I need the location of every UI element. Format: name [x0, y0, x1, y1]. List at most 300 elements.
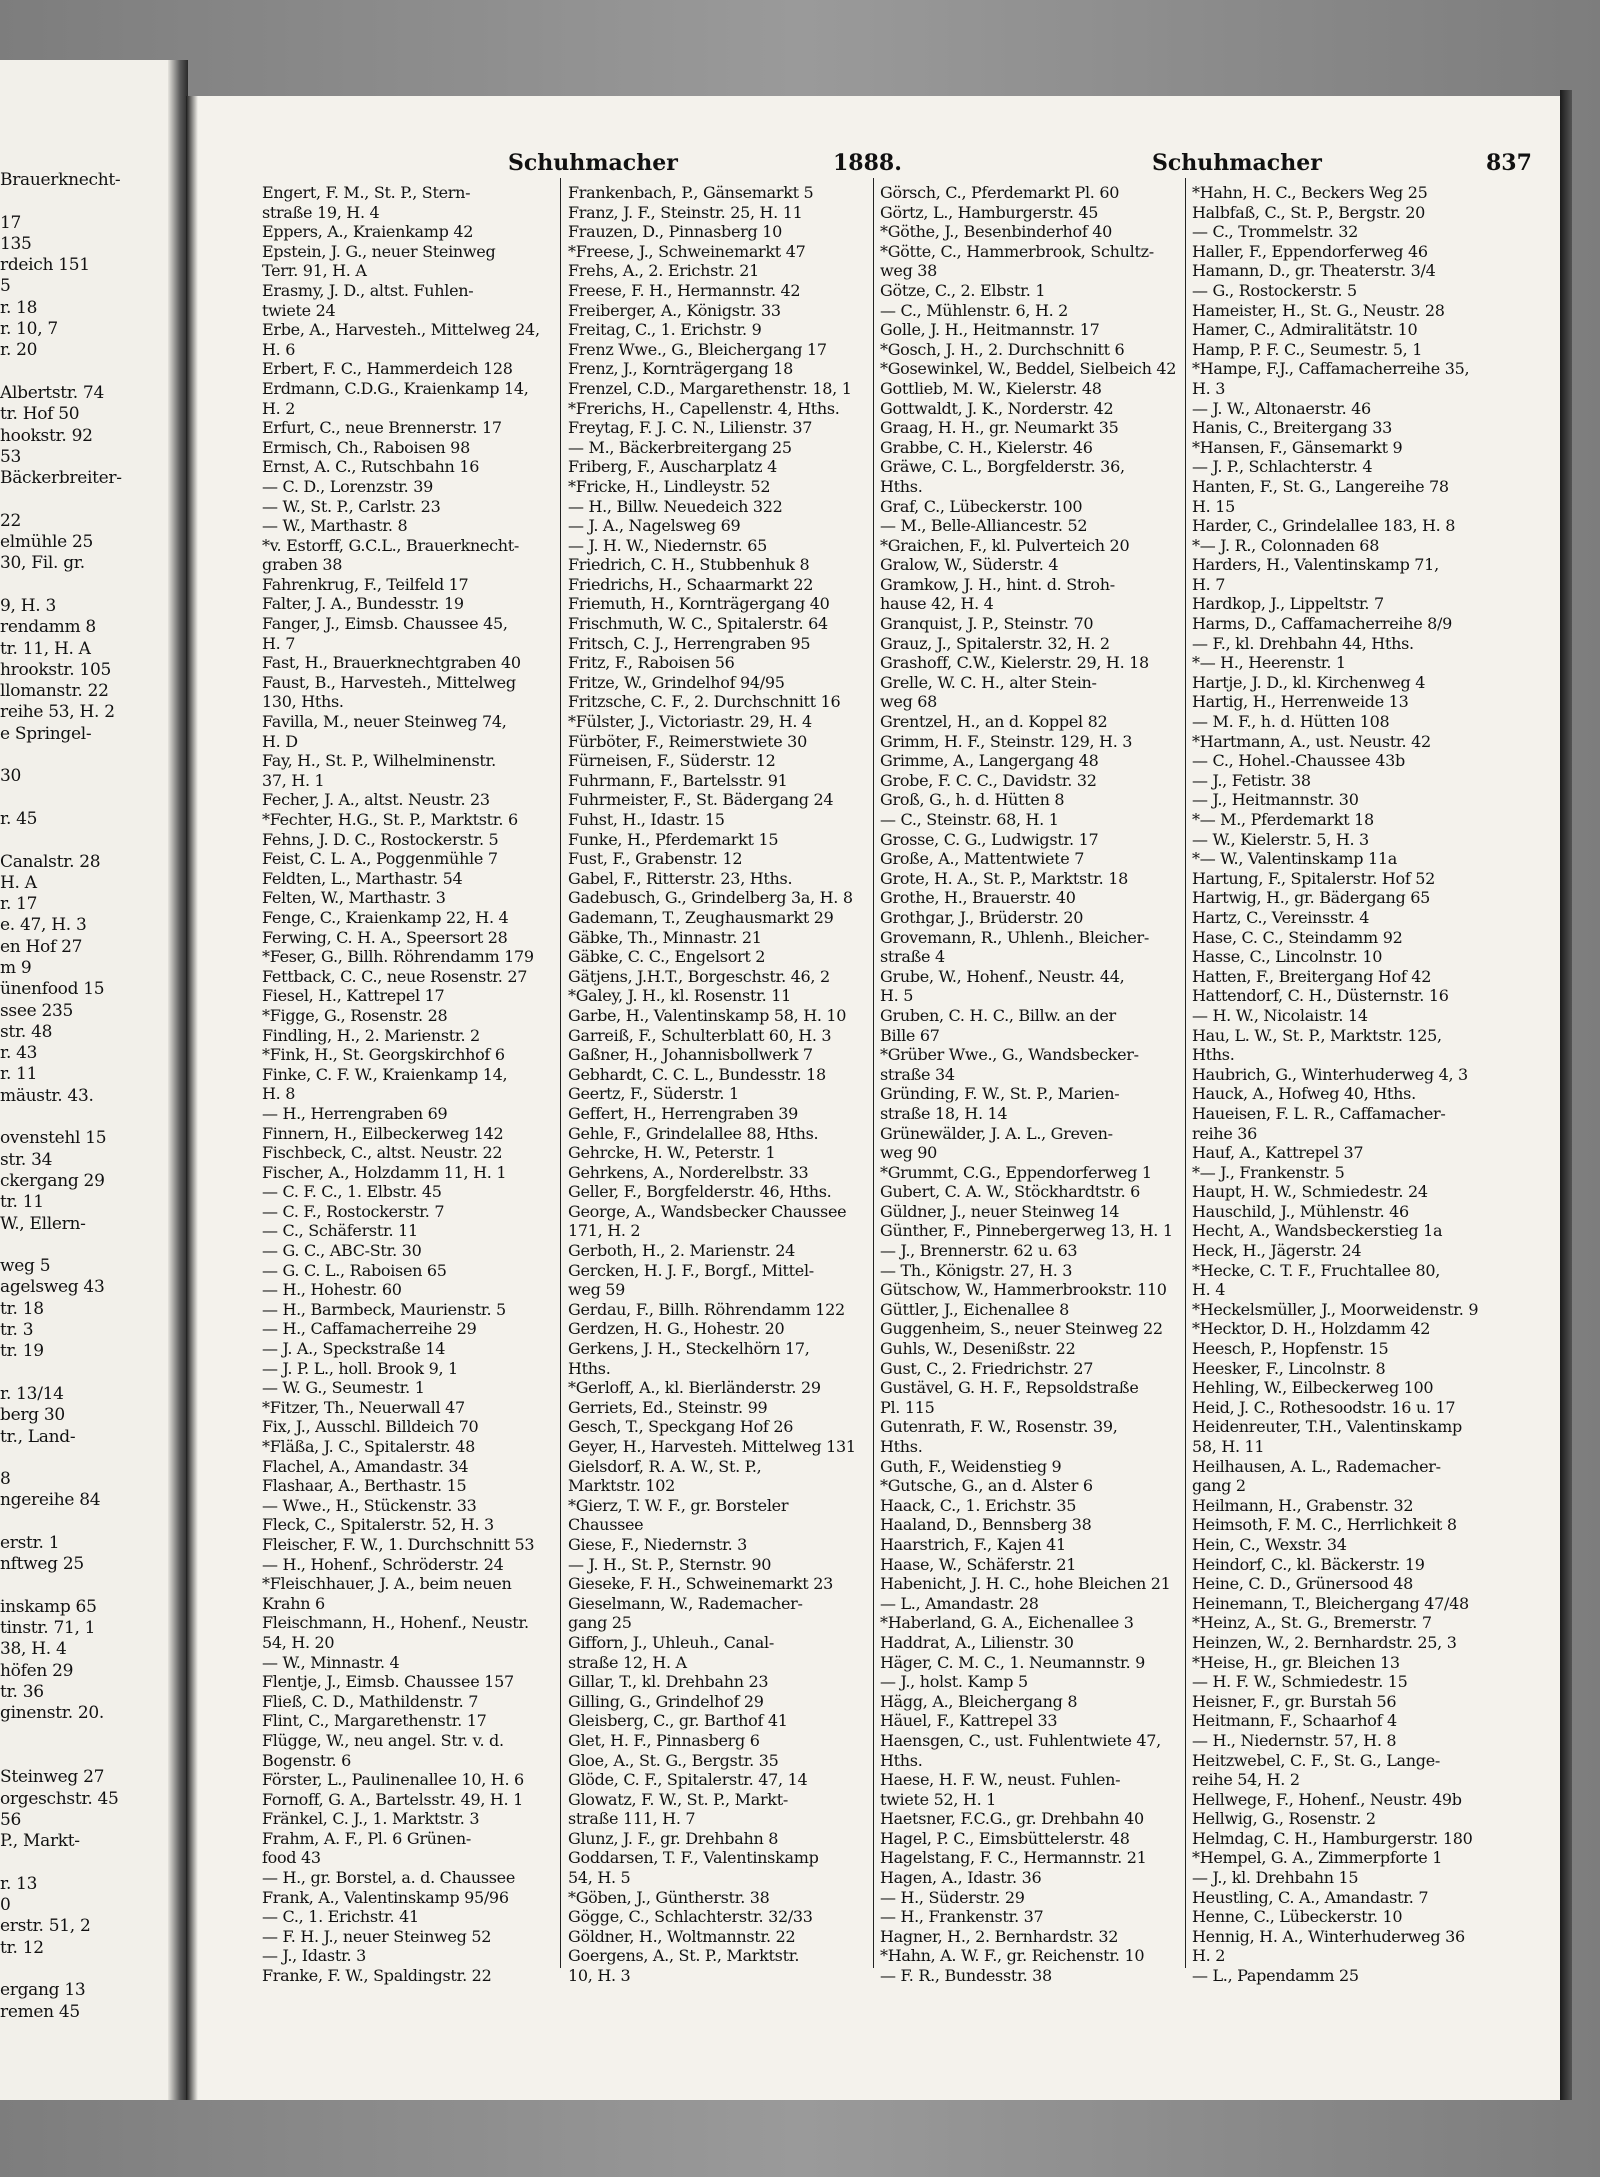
facing-page-fragment-line: P., Markt- [0, 1831, 80, 1852]
directory-entry-line: — Th., Königstr. 27, H. 3 [880, 1260, 1073, 1280]
directory-entry-line: Haetsner, F.C.G., gr. Drehbahn 40 [880, 1809, 1144, 1829]
directory-entry-line: — H., Barmbeck, Maurienstr. 5 [262, 1299, 506, 1319]
facing-page-fragment-line: tr. 18 [0, 1298, 44, 1319]
directory-entry-line: *— M., Pferdemarkt 18 [1192, 810, 1374, 829]
directory-entry-line: — G., Rostockerstr. 5 [1192, 280, 1357, 300]
directory-entry-line: Finke, C. F. W., Kraienkamp 14, [262, 1064, 508, 1084]
directory-entry-line: Grube, W., Hohenf., Neustr. 44, [880, 966, 1125, 986]
facing-page-fragment-line: 0 [0, 1895, 11, 1916]
directory-entry-line: Hennig, H. A., Winterhuderweg 36 [1192, 1926, 1465, 1946]
directory-entry-line: Häger, C. M. C., 1. Neumannstr. 9 [880, 1652, 1146, 1672]
facing-page-fragment-line: tinstr. 71, 1 [0, 1618, 96, 1639]
directory-entry-line: Grobe, F. C. C., Davidstr. 32 [880, 770, 1097, 790]
directory-entry-line: *Fink, H., St. Georgskirchhof 6 [262, 1045, 505, 1065]
directory-entry-line: 54, H. 5 [568, 1868, 631, 1888]
facing-page-fragment-line: ginenstr. 20. [0, 1703, 105, 1724]
directory-entry-line: Fuhrmann, F., Bartelsstr. 91 [568, 770, 788, 790]
directory-entry-line: Freitag, C., 1. Erichstr. 9 [568, 320, 762, 340]
facing-page-fragment-line [0, 1235, 160, 1256]
directory-entry-line: H. 2 [262, 398, 296, 418]
directory-entry-line: — F. H. J., neuer Steinweg 52 [262, 1926, 492, 1946]
directory-entry-line: Gilling, G., Grindelhof 29 [568, 1691, 764, 1711]
book-gutter [168, 60, 188, 2100]
directory-entry-line: *Galey, J. H., kl. Rosenstr. 11 [568, 986, 791, 1006]
facing-page-fragment-line: r. 18 [0, 297, 38, 318]
directory-entry-line: *Fülster, J., Victoriastr. 29, H. 4 [568, 712, 812, 732]
directory-entry-line: Gust, C., 2. Friedrichstr. 27 [880, 1358, 1094, 1378]
directory-entry-line: Guth, F., Weidenstieg 9 [880, 1456, 1062, 1476]
facing-page-fragment-line: 8 [0, 1469, 11, 1490]
directory-entry-line: Gerriets, Ed., Steinstr. 99 [568, 1397, 768, 1417]
directory-entry-line: *Göthe, J., Besenbinderhof 40 [880, 222, 1113, 242]
directory-entry-line: — W. G., Seumestr. 1 [262, 1378, 425, 1398]
facing-page-fragment-line: Canalstr. 28 [0, 851, 101, 872]
directory-entry-line: Gutenrath, F. W., Rosenstr. 39, [880, 1417, 1118, 1437]
page-number: 837 [1486, 150, 1532, 176]
facing-page-fragment-line [0, 1746, 160, 1767]
facing-page-fragment-line [0, 575, 160, 596]
directory-entry-line: — J. W., Altonaerstr. 46 [1192, 398, 1371, 418]
directory-entry-line: Götze, C., 2. Elbstr. 1 [880, 280, 1046, 300]
directory-entry-line: *Grummt, C.G., Eppendorferweg 1 [880, 1162, 1152, 1182]
directory-entry-line: Hatten, F., Breitergang Hof 42 [1192, 966, 1432, 986]
directory-entry-line: Gillar, T., kl. Drehbahn 23 [568, 1672, 769, 1692]
directory-entry-line: Gabel, F., Ritterstr. 23, Hths. [568, 868, 793, 888]
directory-entry-line: Gottlieb, M. W., Kielerstr. 48 [880, 378, 1102, 398]
directory-entry-line: — C., Hohel.-Chaussee 43b [1192, 751, 1405, 771]
directory-entry-line: Gercken, H. J. F., Borgf., Mittel- [568, 1260, 814, 1280]
directory-entry-line: Haack, C., 1. Erichstr. 35 [880, 1495, 1077, 1515]
facing-page-fragment-line: H. A [0, 872, 37, 893]
directory-entry-line: straße 4 [880, 947, 945, 967]
facing-page-fragment-line: tr. 11 [0, 1192, 44, 1213]
facing-page-fragment-line: 38, H. 4 [0, 1639, 67, 1660]
directory-entry-line: *— W., Valentinskamp 11a [1192, 849, 1398, 869]
directory-entry-line: — W., Minnastr. 4 [262, 1652, 400, 1672]
directory-entry-line: Engert, F. M., St. P., Stern- [262, 183, 471, 202]
facing-page-fragment-line: höfen 29 [0, 1660, 74, 1681]
directory-entry-line: — C., Schäferstr. 11 [262, 1221, 418, 1241]
facing-page-fragment-line: ssee 235 [0, 1000, 74, 1021]
facing-page-fragment-line: rendamm 8 [0, 617, 96, 638]
facing-page-fragment-line: r. 43 [0, 1043, 38, 1064]
directory-entry-line: Hartz, C., Vereinsstr. 4 [1192, 907, 1370, 927]
directory-entry-line: Golle, J. H., Heitmannstr. 17 [880, 320, 1100, 340]
directory-entry-line: Heindorf, C., kl. Bäckerstr. 19 [1192, 1554, 1425, 1574]
facing-page-fragment-line: r. 10, 7 [0, 319, 58, 340]
directory-entry-line: *v. Estorff, G.C.L., Brauerknecht- [262, 535, 520, 555]
directory-entry-line: Hattendorf, C. H., Düsternstr. 16 [1192, 986, 1449, 1006]
facing-page-fragment-line: weg 5 [0, 1256, 51, 1277]
directory-entry-line: — J., Heitmannstr. 30 [1192, 790, 1359, 810]
directory-entry-line: — H., Caffamacherreihe 29 [262, 1319, 477, 1339]
directory-entry-line: Heilmann, H., Grabenstr. 32 [1192, 1495, 1414, 1515]
facing-page-fragment-line [0, 362, 160, 383]
directory-entry-line: — H., Frankenstr. 37 [880, 1907, 1044, 1927]
directory-entry-line: Gieseke, F. H., Schweinemarkt 23 [568, 1574, 833, 1594]
directory-entry-line: Henne, C., Lübeckerstr. 10 [1192, 1907, 1403, 1927]
directory-entry-line: Hartung, F., Spitalerstr. Hof 52 [1192, 868, 1436, 888]
directory-entry-line: Favilla, M., neuer Steinweg 74, [262, 712, 507, 732]
directory-entry-line: Fenge, C., Kraienkamp 22, H. 4 [262, 907, 509, 927]
directory-entry-line: Garreiß, F., Schulterblatt 60, H. 3 [568, 1025, 832, 1045]
facing-page-fragment-line: llomanstr. 22 [0, 681, 109, 702]
directory-entry-line: Freese, F. H., Hermannstr. 42 [568, 280, 801, 300]
directory-entry-line: Haese, H. F. W., neust. Fuhlen- [880, 1770, 1121, 1790]
directory-entry-line: *Graichen, F., kl. Pulverteich 20 [880, 535, 1130, 555]
directory-entry-line: Gehle, F., Grindelallee 88, Hths. [568, 1123, 819, 1143]
directory-entry-line: Franke, F. W., Spaldingstr. 22 [262, 1966, 492, 1986]
directory-entry-line: Häuel, F., Kattrepel 33 [880, 1711, 1058, 1731]
directory-entry-line: Fay, H., St. P., Wilhelminenstr. [262, 751, 496, 771]
facing-page-fragment-line: str. 48 [0, 1021, 53, 1042]
directory-entry-line: Hagen, A., Idastr. 36 [880, 1868, 1042, 1888]
directory-entry-line: Fritz, F., Raboisen 56 [568, 653, 735, 673]
facing-page-fragment-line: tr. 3 [0, 1320, 34, 1341]
directory-entry-line: *Freese, J., Schweinemarkt 47 [568, 241, 806, 261]
directory-entry-line: H. 15 [1192, 496, 1235, 516]
directory-entry-line: Harders, H., Valentinskamp 71, [1192, 555, 1439, 575]
facing-page-fragment-line [0, 788, 160, 809]
directory-entry-line: *Hahn, A. W. F., gr. Reichenstr. 10 [880, 1946, 1145, 1966]
directory-entry-line: Hasse, C., Lincolnstr. 10 [1192, 947, 1383, 967]
directory-entry-line: Haupt, H. W., Schmiedestr. 24 [1192, 1182, 1428, 1202]
directory-entry-line: — W., Kielerstr. 5, H. 3 [1192, 829, 1369, 849]
directory-entry-line: Heid, J. C., Rothesoodstr. 16 u. 17 [1192, 1397, 1456, 1417]
directory-entry-line: Fleischmann, H., Hohenf., Neustr. [262, 1613, 529, 1633]
directory-entry-line: Bille 67 [880, 1025, 940, 1045]
directory-entry-line: Ermisch, Ch., Raboisen 98 [262, 437, 470, 457]
directory-entry-line: *Grüber Wwe., G., Wandsbecker- [880, 1045, 1139, 1065]
directory-entry-line: H. 2 [1192, 1946, 1226, 1966]
directory-entry-line: Fuhst, H., Idastr. 15 [568, 810, 725, 829]
directory-entry-line: — C. F. C., 1. Elbstr. 45 [262, 1182, 442, 1202]
directory-entry-line: Haarstrich, F., Kajen 41 [880, 1534, 1066, 1554]
facing-page-fragment-line: r. 13/14 [0, 1383, 64, 1404]
facing-page-fragment-line: 5 [0, 276, 11, 297]
directory-entry-line: *Hecke, C. T. F., Fruchtallee 80, [1192, 1260, 1441, 1280]
directory-entry-line: Friedrichs, H., Schaarmarkt 22 [568, 574, 814, 594]
directory-entry-line: Hths. [1192, 1045, 1235, 1065]
directory-entry-line: Gätjens, J.H.T., Borgeschstr. 46, 2 [568, 966, 830, 986]
directory-entry-line: *Heckelsmüller, J., Moorweidenstr. 9 [1192, 1299, 1479, 1319]
directory-entry-line: Glunz, J. F., gr. Drehbahn 8 [568, 1828, 779, 1848]
directory-entry-line: Güldner, J., neuer Steinweg 14 [880, 1201, 1120, 1221]
directory-entry-line: *— H., Heerenstr. 1 [1192, 653, 1346, 673]
directory-entry-line: Heck, H., Jägerstr. 24 [1192, 1241, 1362, 1261]
directory-entry-line: *Frerichs, H., Capellenstr. 4, Hths. [568, 398, 840, 418]
directory-entry-line: Eppers, A., Kraienkamp 42 [262, 222, 474, 242]
directory-entry-line: Heitmann, F., Schaarhof 4 [1192, 1711, 1397, 1731]
facing-page-fragment-line: r. 45 [0, 808, 38, 829]
directory-entry-line: Frenz Wwe., G., Bleichergang 17 [568, 339, 827, 359]
directory-entry-line: 58, H. 11 [1192, 1437, 1265, 1456]
directory-entry-line: Hellwig, G., Rosenstr. 2 [1192, 1809, 1376, 1829]
facing-page-fragment-line: remen 45 [0, 2001, 80, 2022]
directory-entry-line: Grimm, H. F., Steinstr. 129, H. 3 [880, 731, 1133, 751]
facing-page-fragment-line [0, 1363, 160, 1384]
directory-entry-line: Grothe, H., Brauerstr. 40 [880, 888, 1076, 908]
directory-entry-line: *Fechter, H.G., St. P., Marktstr. 6 [262, 810, 518, 829]
directory-entry-line: — H., Herrengraben 69 [262, 1103, 448, 1123]
directory-entry-line: H. 8 [262, 1084, 296, 1104]
directory-entry-line: straße 18, H. 14 [880, 1103, 1008, 1123]
directory-entry-line: Gütschow, W., Hammerbrookstr. 110 [880, 1280, 1167, 1300]
directory-entry-line: Haueisen, F. L. R., Caffamacher- [1192, 1103, 1446, 1123]
facing-page-fragment-line: r. 11 [0, 1064, 38, 1085]
directory-entry-line: Große, A., Mattentwiete 7 [880, 849, 1085, 869]
directory-entry-line: Friberg, F., Auscharplatz 4 [568, 457, 777, 477]
directory-entry-line: 171, H. 2 [568, 1221, 641, 1241]
directory-entry-line: Gräwe, C. L., Borgfelderstr. 36, [880, 457, 1125, 477]
directory-entry-line: Guggenheim, S., neuer Steinweg 22 [880, 1319, 1163, 1339]
directory-entry-line: Gloe, A., St. G., Bergstr. 35 [568, 1750, 779, 1770]
directory-entry-line: Pl. 115 [880, 1397, 935, 1417]
directory-entry-line: Erdmann, C.D.G., Kraienkamp 14, [262, 378, 529, 398]
directory-entry-line: reihe 54, H. 2 [1192, 1770, 1300, 1790]
directory-entry-line: Frenz, J., Kornträgergang 18 [568, 359, 794, 379]
facing-page-fragment-line: hrookstr. 105 [0, 659, 112, 680]
directory-entry-line: Halbfaß, C., St. P., Bergstr. 20 [1192, 202, 1426, 222]
directory-entry-line: Fecher, J. A., altst. Neustr. 23 [262, 790, 490, 810]
directory-entry-line: Heidenreuter, T.H., Valentinskamp [1192, 1417, 1462, 1437]
directory-entry-line: Heinemann, T., Bleichergang 47/48 [1192, 1593, 1469, 1613]
directory-entry-line: Krahn 6 [262, 1593, 325, 1613]
directory-entry-line: Gifforn, J., Uhleuh., Canal- [568, 1632, 774, 1652]
directory-column-4 [1192, 183, 1510, 1986]
directory-entry-line: H. 6 [262, 339, 296, 359]
facing-page-fragment-line [0, 1725, 160, 1746]
directory-entry-line: Fritsch, C. J., Herrengraben 95 [568, 633, 811, 653]
facing-page-fragment-line: 56 [0, 1809, 22, 1830]
directory-entry-line: — L., Amandastr. 28 [880, 1593, 1039, 1613]
directory-entry-line: — M. F., h. d. Hütten 108 [1192, 712, 1390, 732]
directory-entry-line: Garbe, H., Valentinskamp 58, H. 10 [568, 1005, 847, 1025]
directory-entry-line: Friedrich, C. H., Stubbenhuk 8 [568, 555, 810, 575]
facing-page-fragment-line: 9, H. 3 [0, 595, 56, 616]
directory-entry-line: — J., holst. Kamp 5 [880, 1672, 1028, 1692]
directory-entry-line: Fettback, C. C., neue Rosenstr. 27 [262, 966, 528, 986]
directory-entry-line: Fleck, C., Spitalerstr. 52, H. 3 [262, 1515, 494, 1535]
directory-entry-line: *Gierz, T. W. F., gr. Borsteler [568, 1495, 789, 1515]
directory-entry-line: Gehrcke, H. W., Peterstr. 1 [568, 1143, 776, 1163]
directory-entry-line: Harder, C., Grindelallee 183, H. 8 [1192, 516, 1456, 536]
directory-entry-line: 10, H. 3 [568, 1966, 631, 1986]
directory-entry-line: Hths. [568, 1358, 611, 1378]
directory-entry-line: Fast, H., Brauerknechtgraben 40 [262, 653, 521, 673]
spine-shadow [186, 96, 198, 2100]
directory-entry-line: Gieselmann, W., Rademacher- [568, 1593, 803, 1613]
directory-entry-line: *Göben, J., Güntherstr. 38 [568, 1887, 770, 1907]
directory-entry-line: Geller, F., Borgfelderstr. 46, Hths. [568, 1182, 832, 1202]
directory-entry-line: Funke, H., Pferdemarkt 15 [568, 829, 779, 849]
page-edge [1560, 90, 1572, 2100]
directory-column-3 [880, 183, 1180, 1986]
facing-page-fragment-line: nftweg 25 [0, 1554, 84, 1575]
directory-entry-line: Falter, J. A., Bundesstr. 19 [262, 594, 464, 614]
column-rule [1185, 178, 1186, 1968]
directory-entry-line: — J., Idastr. 3 [262, 1946, 367, 1966]
directory-entry-line: Graf, C., Lübeckerstr. 100 [880, 496, 1083, 516]
directory-entry-line: Heesch, P., Hopfenstr. 15 [1192, 1339, 1389, 1359]
facing-page-fragment-line [0, 489, 160, 510]
directory-entry-line: Gäbke, Th., Minnastr. 21 [568, 927, 762, 947]
directory-entry-line: Hau, L. W., St. P., Marktstr. 125, [1192, 1025, 1442, 1045]
directory-entry-line: — C., Steinstr. 68, H. 1 [880, 810, 1059, 829]
directory-entry-line: Flint, C., Margarethenstr. 17 [262, 1711, 487, 1731]
directory-entry-line: Hardkop, J., Lippeltstr. 7 [1192, 594, 1384, 614]
directory-entry-line: Flügge, W., neu angel. Str. v. d. [262, 1730, 504, 1750]
directory-entry-line: Gesch, T., Speckgang Hof 26 [568, 1417, 794, 1437]
directory-entry-line: — M., Bäckerbreitergang 25 [568, 437, 792, 457]
header-left-title: Schuhmacher [508, 150, 678, 176]
directory-entry-line: Frahm, A. F., Pl. 6 Grünen- [262, 1828, 471, 1848]
directory-entry-line: Gerkens, J. H., Steckelhörn 17, [568, 1339, 810, 1359]
directory-entry-line: Hamp, P. F. C., Seumestr. 5, 1 [1192, 339, 1423, 359]
directory-entry-line: Hartwig, H., gr. Bädergang 65 [1192, 888, 1431, 908]
directory-entry-line: gang 2 [1192, 1476, 1246, 1496]
directory-entry-line: Grünewälder, J. A. L., Greven- [880, 1123, 1113, 1143]
directory-entry-line: Fix, J., Ausschl. Billdeich 70 [262, 1417, 479, 1437]
facing-page-fragment [0, 60, 182, 2100]
facing-page-fragment-line: ünenfood 15 [0, 979, 105, 1000]
directory-entry-line: George, A., Wandsbecker Chaussee [568, 1201, 847, 1221]
directory-entry-line: Glet, H. F., Pinnasberg 6 [568, 1730, 760, 1750]
directory-entry-line: Heustling, C. A., Amandastr. 7 [1192, 1887, 1429, 1907]
directory-entry-line: Hauck, A., Hofweg 40, Hths. [1192, 1084, 1416, 1104]
directory-entry-line: Helmdag, C. H., Hamburgerstr. 180 [1192, 1828, 1473, 1848]
facing-page-fragment-line [0, 1852, 160, 1873]
directory-entry-line: *Gutsche, G., an d. Alster 6 [880, 1476, 1093, 1496]
directory-entry-line: Felten, W., Marthastr. 3 [262, 888, 446, 908]
facing-page-fragment-line: en Hof 27 [0, 936, 83, 957]
directory-entry-line: Gögge, C., Schlachterstr. 32/33 [568, 1907, 813, 1927]
facing-page-fragment-line: Steinweg 27 [0, 1767, 105, 1788]
directory-entry-line: Haddrat, A., Lilienstr. 30 [880, 1632, 1074, 1652]
facing-page-fragment-line: tr. 36 [0, 1682, 44, 1703]
directory-entry-line: *Fitzer, Th., Neuerwall 47 [262, 1397, 465, 1417]
facing-page-fragment-line [0, 1576, 160, 1597]
directory-entry-line: — H. W., Nicolaistr. 14 [1192, 1005, 1368, 1025]
directory-entry-line: Hehling, W., Eilbeckerweg 100 [1192, 1378, 1434, 1398]
directory-entry-line: Haubrich, G., Winterhuderweg 4, 3 [1192, 1064, 1468, 1084]
directory-entry-line: H. D [262, 731, 298, 751]
directory-entry-line: Habenicht, J. H. C., hohe Bleichen 21 [880, 1574, 1171, 1594]
directory-entry-line: — C. D., Lorenzstr. 39 [262, 476, 434, 496]
directory-entry-line: Gründing, F. W., St. P., Marien- [880, 1084, 1120, 1104]
directory-entry-line: Gleisberg, C., gr. Barthof 41 [568, 1711, 788, 1731]
directory-entry-line: *— J., Frankenstr. 5 [1192, 1162, 1345, 1182]
directory-entry-line: *Hahn, H. C., Beckers Weg 25 [1192, 183, 1428, 202]
directory-entry-line: Göldner, H., Woltmannstr. 22 [568, 1926, 796, 1946]
directory-entry-line: Findling, H., 2. Marienstr. 2 [262, 1025, 480, 1045]
directory-entry-line: Hths. [880, 476, 923, 496]
directory-entry-line: Grentzel, H., an d. Koppel 82 [880, 712, 1108, 732]
directory-entry-line: — C., 1. Erichstr. 41 [262, 1907, 419, 1927]
page-header [486, 150, 1550, 180]
directory-entry-line: Flashaar, A., Berthastr. 15 [262, 1476, 467, 1496]
directory-entry-line: hause 42, H. 4 [880, 594, 994, 614]
directory-entry-line: Hauf, A., Kattrepel 37 [1192, 1143, 1364, 1163]
directory-entry-line: Gerboth, H., 2. Marienstr. 24 [568, 1241, 796, 1261]
directory-entry-line: Geyer, H., Harvesteh. Mittelweg 131 [568, 1437, 856, 1456]
directory-entry-line: Fust, F., Grabenstr. 12 [568, 849, 743, 869]
directory-entry-line: Friemuth, H., Kornträgergang 40 [568, 594, 830, 614]
directory-entry-line: Granquist, J. P., Steinstr. 70 [880, 614, 1094, 634]
facing-page-fragment-line: mäustr. 43. [0, 1085, 94, 1106]
directory-entry-line: *Hempel, G. A., Zimmerpforte 1 [1192, 1848, 1443, 1868]
facing-page-fragment-line: ngereihe 84 [0, 1490, 101, 1511]
directory-entry-line: 37, H. 1 [262, 770, 325, 790]
directory-entry-line: — C. F., Rostockerstr. 7 [262, 1201, 445, 1221]
directory-entry-line: Grashoff, C.W., Kielerstr. 29, H. 18 [880, 653, 1149, 673]
directory-entry-line: Görtz, L., Hamburgerstr. 45 [880, 202, 1099, 222]
facing-page-fragment-line: ckergang 29 [0, 1170, 105, 1191]
directory-entry-line: *Heise, H., gr. Bleichen 13 [1192, 1652, 1400, 1672]
facing-page-fragment-line: Albertstr. 74 [0, 382, 104, 403]
directory-entry-line: — H., Süderstr. 29 [880, 1887, 1025, 1907]
directory-entry-line: Fritze, W., Grindelhof 94/95 [568, 672, 785, 692]
directory-entry-line: — J. P., Schlachterstr. 4 [1192, 457, 1373, 477]
directory-entry-line: Fehns, J. D. C., Rostockerstr. 5 [262, 829, 499, 849]
directory-entry-line: *— J. R., Colonnaden 68 [1192, 535, 1380, 555]
directory-entry-line: 130, Hths. [262, 692, 344, 712]
facing-page-fragment-line: inskamp 65 [0, 1596, 97, 1617]
directory-entry-line: Feist, C. L. A., Poggenmühle 7 [262, 849, 498, 869]
directory-entry-line: straße 34 [880, 1064, 955, 1084]
directory-entry-line: Harms, D., Caffamacherreihe 8/9 [1192, 614, 1453, 634]
directory-entry-line: Erbert, F. C., Hammerdeich 128 [262, 359, 513, 379]
directory-entry-line: weg 59 [568, 1280, 626, 1300]
facing-page-fragment-line: r. 17 [0, 894, 38, 915]
facing-page-column [0, 170, 160, 2023]
directory-entry-line: *Hecktor, D. H., Holzdamm 42 [1192, 1319, 1431, 1339]
facing-page-fragment-line: r. 20 [0, 340, 38, 361]
directory-entry-line: Hagelstang, F. C., Hermannstr. 21 [880, 1848, 1147, 1868]
directory-entry-line: — Wwe., H., Stückenstr. 33 [262, 1495, 477, 1515]
directory-entry-line: Haase, W., Schäferstr. 21 [880, 1554, 1077, 1574]
directory-entry-line: Frenzel, C.D., Margarethenstr. 18, 1 [568, 378, 852, 398]
facing-page-fragment-line [0, 1448, 160, 1469]
facing-page-fragment-line: ergang 13 [0, 1980, 86, 2001]
directory-entry-line: — F. R., Bundesstr. 38 [880, 1966, 1052, 1986]
directory-entry-line: Erfurt, C., neue Brennerstr. 17 [262, 418, 502, 438]
directory-entry-line: Fischbeck, C., altst. Neustr. 22 [262, 1143, 503, 1163]
directory-entry-line: Gebhardt, C. C. L., Bundesstr. 18 [568, 1064, 826, 1084]
directory-entry-line: straße 19, H. 4 [262, 202, 380, 222]
directory-entry-line: — J. H. W., Niedernstr. 65 [568, 535, 767, 555]
directory-entry-line: — H., Niedernstr. 57, H. 8 [1192, 1730, 1397, 1750]
directory-entry-line: Fornoff, G. A., Bartelsstr. 49, H. 1 [262, 1789, 523, 1809]
facing-page-fragment-line: str. 34 [0, 1149, 53, 1170]
directory-entry-line: Günther, F., Pinnebergerweg 13, H. 1 [880, 1221, 1173, 1241]
directory-entry-line: Hartig, H., Herrenweide 13 [1192, 692, 1409, 712]
directory-entry-line: — M., Belle-Alliancestr. 52 [880, 516, 1088, 536]
facing-page-fragment-line: tr., Land- [0, 1426, 76, 1447]
directory-entry-line: *Heinz, A., St. G., Bremerstr. 7 [1192, 1613, 1432, 1633]
directory-entry-line: *Hartmann, A., ust. Neustr. 42 [1192, 731, 1431, 751]
directory-entry-line: — W., St. P., Carlstr. 23 [262, 496, 441, 516]
directory-entry-line: Heilhausen, A. L., Rademacher- [1192, 1456, 1441, 1476]
directory-entry-line: Gielsdorf, R. A. W., St. P., [568, 1456, 762, 1476]
directory-entry-line: Grimme, A., Langergang 48 [880, 751, 1099, 771]
directory-entry-line: Hths. [880, 1750, 923, 1770]
facing-page-fragment-line [0, 191, 160, 212]
directory-entry-line: Flachel, A., Amandastr. 34 [262, 1456, 469, 1476]
facing-page-fragment-line: erstr. 51, 2 [0, 1916, 91, 1937]
directory-entry-line: Gadebusch, G., Grindelberg 3a, H. 8 [568, 888, 853, 908]
directory-entry-line: — J. A., Nagelsweg 69 [568, 516, 741, 536]
